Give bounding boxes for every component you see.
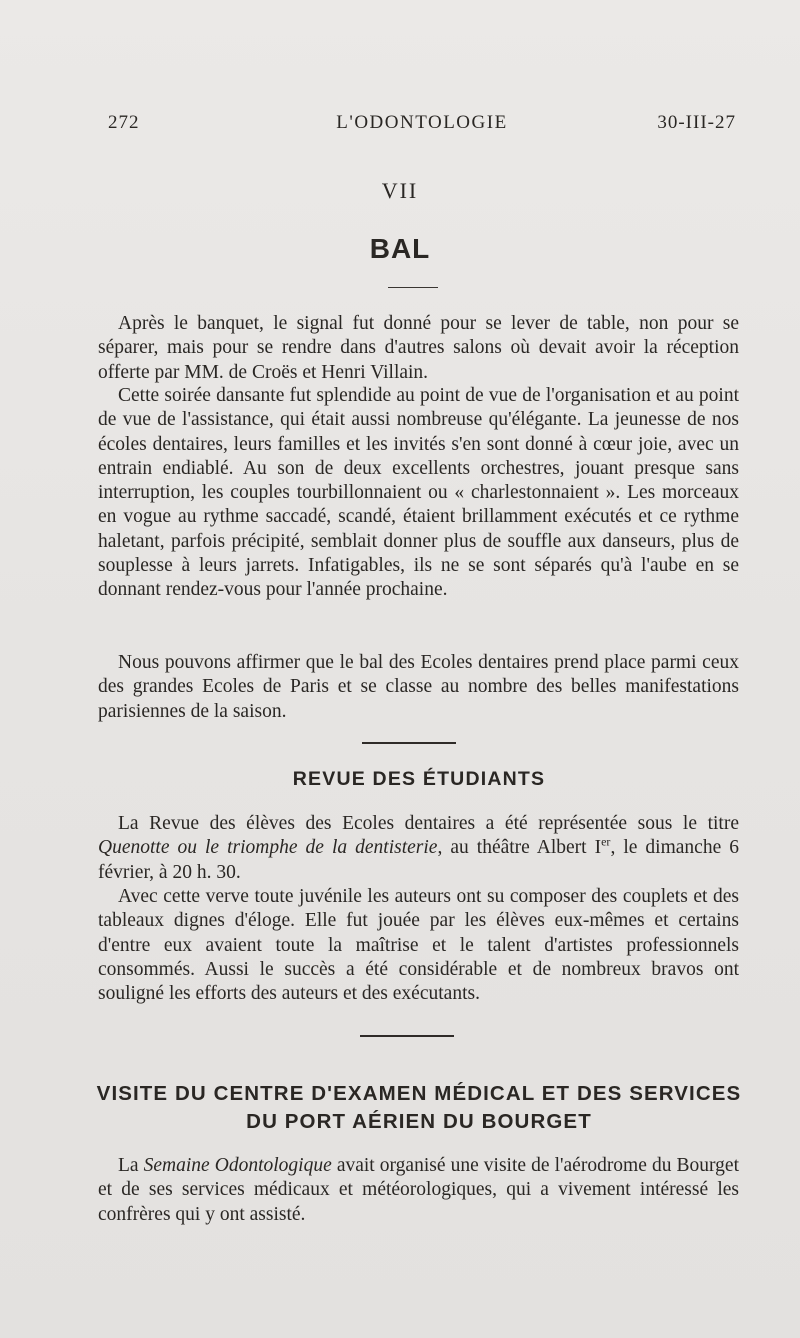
section-divider [362, 742, 456, 744]
visite-text-after: avait organisé une visite de l'aérodrome du Bourget et de ses services médicaux et météorologiques, qui a vivement intéressé les confrères qui y ont assisté. [98, 1155, 739, 1225]
running-head [108, 112, 736, 140]
paragraph-bal-1: Après le banquet, le signal fut donné pour se lever de table, non pour se séparer, mais pour se rendre dans d'autres salons où devait avoir la réception offerte par MM. de Croës et Henri Villain. [98, 313, 739, 383]
issue-date: 30-III-27 [657, 112, 736, 133]
section-divider [360, 1035, 454, 1037]
paragraph-revue-1 [98, 812, 739, 885]
paragraph-revue-2: Avec cette verve toute juvénile les auteurs ont su composer des couplets et des tableaux dignes d'éloge. Elle fut jouée par les élèves eux-mêmes et certains d'entre eux avaient toute la maîtrise et le talent d'artistes professionnels consommés. Aussi le succès a été considérable et de nombreux bravos ont souligné les efforts des auteurs et des exécutants. [98, 886, 739, 1005]
visite-text-before: La [118, 1155, 144, 1176]
heading-revue-des-etudiants: REVUE DES ÉTUDIANTS [292, 768, 546, 790]
revue-text-before: La Revue des élèves des Ecoles dentaires a été représentée sous le titre [118, 813, 739, 834]
revue-text-after: , le dimanche 6 février, à 20 h. 30. [98, 837, 739, 883]
revue-text-mid: , au théâtre Albert I [437, 837, 602, 859]
title-underline [388, 287, 438, 288]
journal-title: L'ODONTOLOGIE [336, 112, 508, 133]
section-number: VII [381, 178, 419, 203]
heading-visite-le-bourget: VISITE DU CENTRE D'EXAMEN MÉDICAL ET DES SERVICES DU PORT AÉRIEN DU BOURGET [96, 1082, 742, 1133]
paragraph-visite-1 [98, 1154, 739, 1227]
paragraph-bal-3: Nous pouvons affirmer que le bal des Ecoles dentaires prend place parmi ceux des grandes Ecoles de Paris et se classe au nombre des belles manifestations parisiennes de la saison. [98, 652, 739, 722]
section-title-bal: BAL [369, 233, 431, 264]
ordinal-superscript: er [601, 834, 611, 849]
publication-title: Semaine Odontologique [143, 1155, 332, 1176]
page-number: 272 [108, 112, 140, 133]
paragraph-bal-2: Cette soirée dansante fut splendide au point de vue de l'organisation et au point de vue de l'assistance, qui était aussi nombreuse qu'élégante. La jeunesse de nos écoles dentaires, leurs familles et les invités s'en sont donné à cœur joie, avec un entrain endiablé. Au son de deux excellents orchestres, jouant presque sans interruption, les couples tourbillonnaient ou « charlestonnaient ». Les morceaux en vogue au rythme saccadé, scandé, étaient brillamment exécutés et ce rythme haletant, parfois précipité, semblait donner plus de souffle aux danseurs, plus de souplesse à leurs jarrets. Infatigables, ils ne se sont séparés qu'à l'aube en se donnant rendez-vous pour l'année prochaine. [98, 385, 739, 601]
play-title: Quenotte ou le triomphe de la dentisterie [98, 837, 438, 859]
